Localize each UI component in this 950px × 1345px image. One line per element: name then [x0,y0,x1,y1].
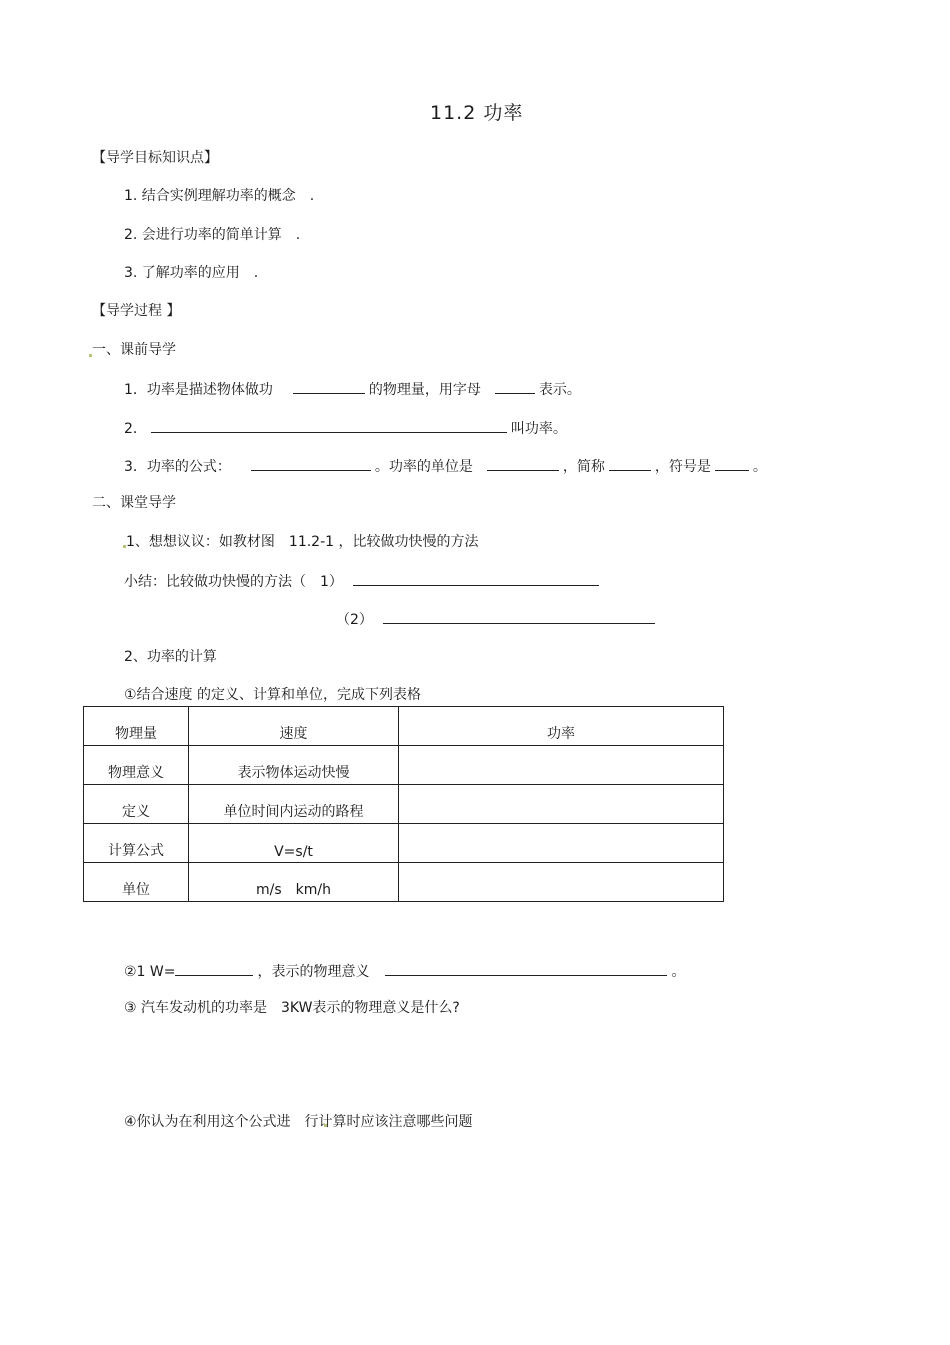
watt-question [124,961,685,981]
table-cell: 定义 [84,785,189,824]
table-cell: V=s/t [189,824,399,863]
table-answer-cell[interactable] [399,863,724,902]
table-cell: 表示物体运动快慢 [189,746,399,785]
question-2-text-b: 叫功率。 [510,421,567,437]
blank-q3-unit[interactable] [487,456,559,471]
formula-attention-question: ④你认为在利用这个公式进 行计算时应该注意哪些问题 [124,1114,473,1130]
question-1-text-b: 的物理量，用字母 [368,382,481,398]
question-3-text-b: 。功率的单位是 [374,459,473,475]
table-answer-cell[interactable] [399,824,724,863]
question-3-text-c: ，简称 [562,459,605,475]
power-calc-heading: 2、功率的计算 [124,649,217,665]
table-row [84,863,724,902]
table-row [84,785,724,824]
table-answer-cell[interactable] [399,746,724,785]
discussion-item: 1、想想议议：如教材图 11.2-1 ，比较做功快慢的方法 [126,534,479,550]
summary-text-1: 小结：比较做功快慢的方法（ 1） [124,574,343,590]
question-2 [124,418,567,438]
goal-item-1: 1. 结合实例理解功率的概念 . [124,188,315,204]
blank-summary-1[interactable] [353,571,599,586]
section-process-heading: 【导学过程 】 [92,303,181,319]
question-3-text-a: 3．功率的公式： [124,459,231,475]
table-row [84,824,724,863]
question-1-text-c: 表示。 [538,382,581,398]
watt-text-c: 。 [671,964,686,980]
table-cell: 单位时间内运动的路程 [189,785,399,824]
table-header-cell: 功率 [399,707,724,746]
summary-line-2 [336,609,659,629]
blank-watt-value[interactable] [175,961,253,976]
blank-summary-2[interactable] [383,609,655,624]
table-header-row [84,707,724,746]
table-cell: 物理意义 [84,746,189,785]
question-1 [124,379,581,399]
watt-text-b: ，表示的物理意义 [257,964,370,980]
table-cell: 单位 [84,863,189,902]
table-header-cell: 速度 [189,707,399,746]
question-3 [124,456,767,476]
table-instruction: ①结合速度 的定义、计算和单位，完成下列表格 [124,687,421,703]
watt-text-a: ②1 W= [124,964,176,980]
table-cell: m/s km/h [189,863,399,902]
part1-heading: 一、课前导学 [92,342,176,358]
part2-heading: 二、课堂导学 [92,495,176,511]
question-2-text-a: 2． [124,421,147,437]
table-answer-cell[interactable] [399,785,724,824]
blank-q3-formula[interactable] [251,456,371,471]
comparison-table [83,706,724,902]
blank-q2-definition[interactable] [151,418,507,433]
question-1-text-a: 1．功率是描述物体做功 [124,382,273,398]
engine-question: ③ 汽车发动机的功率是 3KW表示的物理意义是什么? [124,1000,460,1016]
blank-watt-meaning[interactable] [385,961,667,976]
page-title: 11.2 功率 [430,102,524,124]
blank-q1-concept[interactable] [293,379,365,394]
section-goals-heading: 【导学目标知识点】 [92,150,218,166]
blank-q1-letter[interactable] [495,379,535,394]
question-3-text-d: ，符号是 [654,459,711,475]
blank-q3-symbol[interactable] [715,456,749,471]
blank-q3-short[interactable] [609,456,651,471]
question-3-text-e: 。 [752,459,767,475]
summary-text-2: （2） [336,612,373,628]
goal-item-3: 3. 了解功率的应用 . [124,265,259,281]
goal-item-2: 2. 会进行功率的简单计算 . [124,227,301,243]
summary-line-1 [124,571,603,591]
table-cell: 计算公式 [84,824,189,863]
table-header-cell: 物理量 [84,707,189,746]
table-row [84,746,724,785]
